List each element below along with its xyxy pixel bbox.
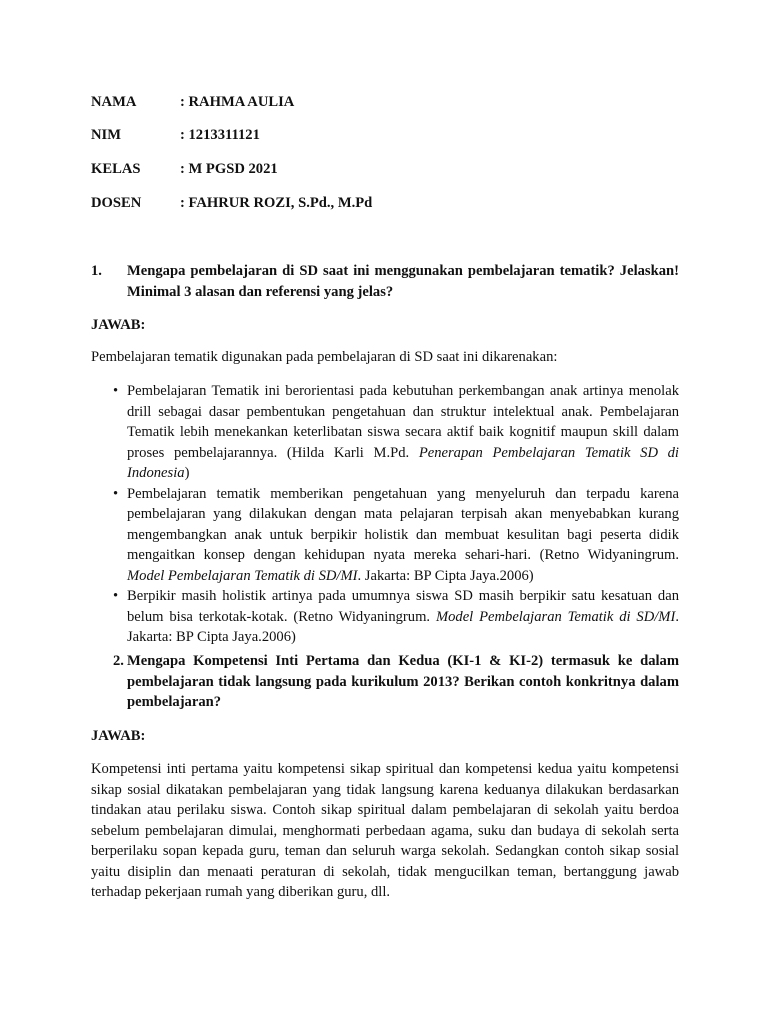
identity-value: : FAHRUR ROZI, S.Pd., M.Pd	[180, 195, 373, 211]
answer-1-intro: Pembelajaran tematik digunakan pada pembelajaran di SD saat ini dikarenakan:	[91, 349, 558, 365]
question-number: 2.	[113, 653, 124, 669]
reference-title: Model Pembelajaran Tematik di SD/MI	[435, 608, 676, 625]
bullet-icon: •	[113, 383, 119, 399]
question-2	[91, 651, 679, 713]
reference-tail: . Jakarta: BP Cipta Jaya.2006)	[357, 567, 534, 584]
answer-2-text: Kompetensi inti pertama yaitu kompetensi sikap spiritual dan kompetensi kedua yaitu kompetensi sikap sosial dikatakan pembelajaran yang tidak langsung karena keduanya dilakukan berdasarkan tindakan atau perilaku siswa. Contoh sikap spiritual dalam pembelajaran di sekolah yaitu berdoa sebelum pembelajaran dimulai, menghormati perbedaan agama, suku dan budaya di sekolah serta berperilaku sopan kepada guru, teman dan seluruh warga sekolah. Sedangkan contoh sikap sosial yaitu disiplin dan menaati peraturan di sekolah, tidak mengucilkan teman, bertanggung jawab terhadap pekerjaan rumah yang diberikan guru, dll.	[91, 761, 679, 900]
identity-label: KELAS	[91, 161, 141, 177]
identity-value: : M PGSD 2021	[180, 161, 278, 177]
bullet-icon: •	[113, 485, 119, 502]
identity-value: : RAHMA AULIA	[180, 94, 295, 110]
bullet-text: Pembelajaran Tematik ini berorientasi pada kebutuhan perkembangan anak artinya menolak drill sebagai dasar pembentukan pengetahuan dan struktur intelektual anak. Pembelajaran Tematik lebih menekankan keterlibatan siswa secara aktif baik kognitif maupun skill dalam proses pembelajarannya. (Hilda Karli M.Pd.	[127, 383, 679, 461]
question-number: 1.	[91, 263, 102, 279]
list-item	[91, 586, 679, 648]
question-text: Mengapa pembelajaran di SD saat ini menggunakan pembelajaran tematik? Jelaskan! Minimal 3 alasan dan referensi yang jelas?	[127, 263, 679, 300]
reference-title: Model Pembelajaran Tematik di SD/MI	[127, 567, 358, 584]
reference-tail: . Jakarta: BP Cipta Jaya.2006)	[127, 608, 679, 645]
identity-label: NAMA	[91, 94, 137, 110]
list-item	[91, 381, 679, 484]
reference-tail: )	[184, 465, 190, 481]
identity-label: NIM	[91, 127, 121, 143]
bullet-icon: •	[113, 588, 119, 604]
reference-title: Penerapan Pembelajaran Tematik SD di Indonesia	[127, 444, 679, 481]
identity-label: DOSEN	[91, 195, 142, 211]
bullet-text: Berpikir masih holistik artinya pada umumnya siswa SD masih berpikir satu kesatuan dan belum bisa terkotak-kotak. (Retno Widyaningrum.	[127, 588, 679, 625]
answer-label-1: JAWAB:	[91, 317, 146, 333]
question-text: Mengapa Kompetensi Inti Pertama dan Kedua (KI-1 & KI-2) termasuk ke dalam pembelajaran tidak langsung pada kurikulum 2013? Berikan contoh konkritnya dalam pembelajaran?	[127, 653, 679, 710]
answer-label-2: JAWAB:	[91, 728, 146, 744]
identity-value: : 1213311121	[180, 127, 260, 143]
answer-1-bullet-list	[91, 381, 679, 648]
question-1	[91, 261, 679, 302]
bullet-text: Pembelajaran tematik memberikan pengetahuan yang menyeluruh dan terpadu karena pembelajaran yang dilakukan dengan mata pelajaran terpisah akan menyebabkan kurang mengembangkan anak untuk berpikir holistik dan membuat kesulitan bagi peserta didik mengaitkan konsep dengan kehidupan nyata mereka sehari-hari. (Retno Widyaningrum.	[127, 485, 679, 563]
list-item	[91, 484, 679, 587]
